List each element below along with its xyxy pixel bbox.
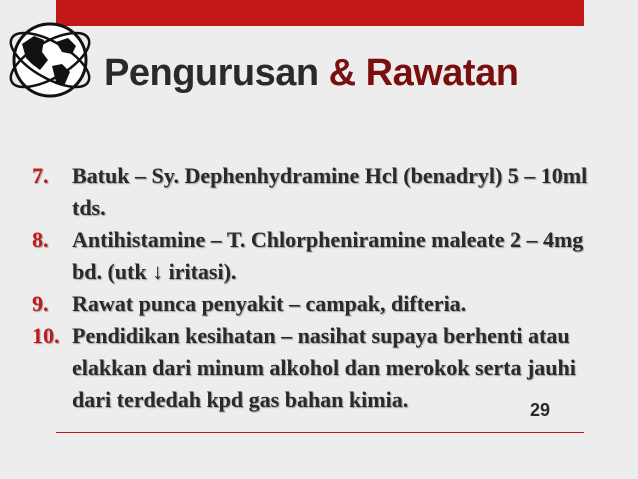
list-item	[32, 320, 607, 416]
list-item	[32, 160, 607, 224]
treatment-list	[32, 160, 607, 416]
item-number: 8.	[32, 227, 49, 252]
down-arrow-icon: ↓	[152, 259, 164, 284]
footer-divider	[56, 432, 584, 433]
globe-icon	[4, 14, 96, 106]
title-part-1: Pengurusan	[104, 52, 319, 94]
page-number: 29	[530, 400, 551, 420]
title-part-2: & Rawatan	[318, 52, 519, 94]
list-item	[32, 224, 607, 288]
item-text	[72, 224, 607, 288]
item-text: Pendidikan kesihatan – nasihat supaya berhenti atau elakkan dari minum alkohol dan merokok serta jauhi dari terdedah kpd gas bahan kimia.	[72, 323, 576, 412]
item-text-before-arrow: Antihistamine – T. Chlorpheniramine maleate 2 – 4mg bd. (utk	[72, 227, 584, 284]
list-item	[32, 288, 607, 320]
item-number: 7.	[32, 163, 49, 188]
item-number: 9.	[32, 291, 49, 316]
header-accent-bar	[56, 0, 584, 26]
item-text: Batuk – Sy. Dephenhydramine Hcl (benadryl) 5 – 10ml tds.	[72, 163, 588, 220]
item-text: Rawat punca penyakit – campak, difteria.	[72, 291, 467, 316]
slide-title	[104, 50, 518, 96]
item-text-after-arrow: iritasi).	[163, 259, 237, 284]
item-number: 10.	[32, 323, 60, 348]
